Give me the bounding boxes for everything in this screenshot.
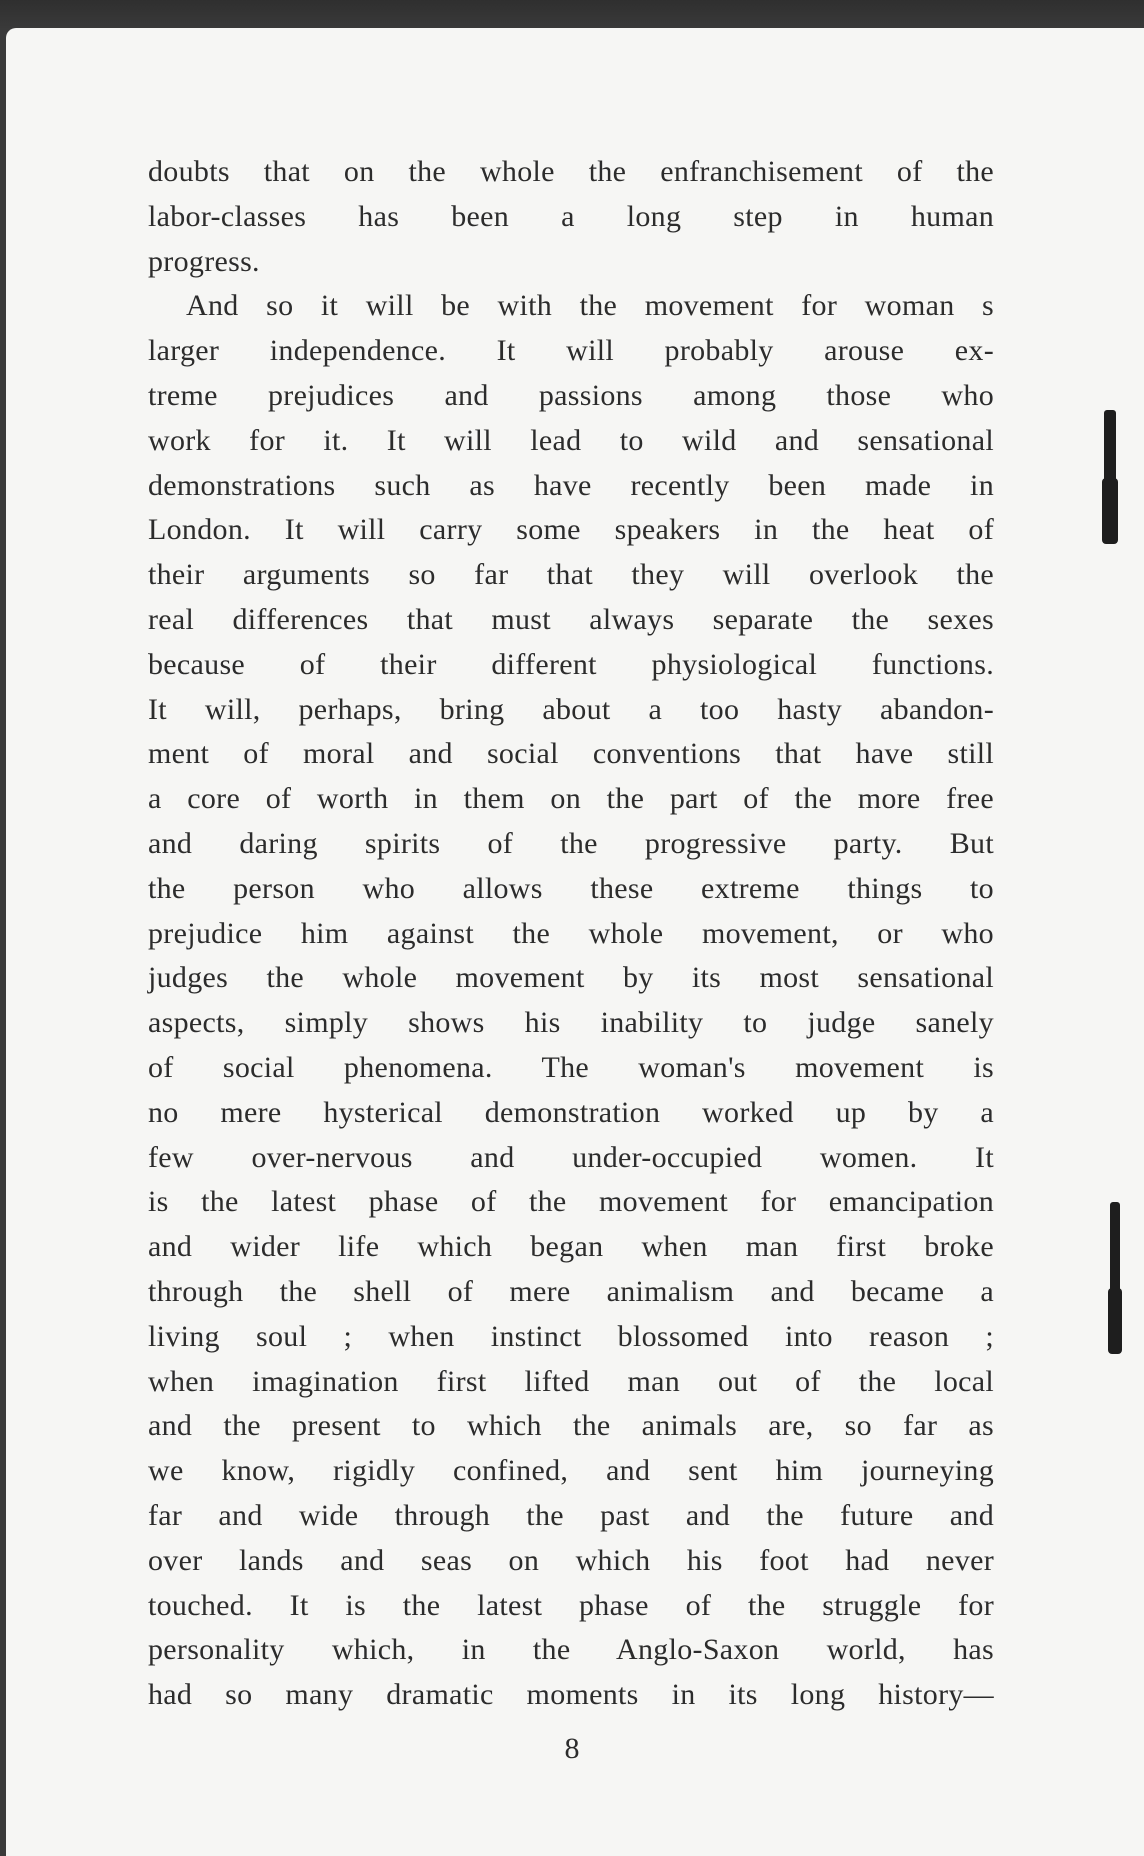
text-line: ment of moral and social conventions that have still: [148, 737, 994, 771]
text-line: larger independence. It will probably arouse ex-: [148, 334, 994, 368]
page-number: 8: [564, 1732, 580, 1765]
text-line: of social phenomena. The woman's movement is: [148, 1050, 994, 1084]
text-line: touched. It is the latest phase of the struggle for: [148, 1588, 994, 1622]
text-line: the person who allows these extreme things to: [148, 871, 994, 905]
text-line: few over-nervous and under-occupied women. It: [148, 1140, 994, 1174]
text-line: labor-classes has been a long step in human: [148, 199, 994, 233]
text-line: aspects, simply shows his inability to judge sanely: [148, 1006, 994, 1040]
text-line: progress.: [148, 244, 260, 278]
binding-staple-mark: [1102, 478, 1118, 544]
text-line: living soul ; when instinct blossomed into reason ;: [148, 1319, 994, 1353]
text-line: judges the whole movement by its most sensational: [148, 961, 994, 995]
paragraph-start-line: And so it will be with the movement for woman s: [186, 289, 994, 323]
text-line: real differences that must always separate the sexes: [148, 602, 994, 636]
text-line: had so many dramatic moments in its long history—: [148, 1678, 994, 1712]
text-line: when imagination first lifted man out of the local: [148, 1364, 994, 1398]
binding-staple-mark: [1108, 1288, 1122, 1354]
text-line: London. It will carry some speakers in the heat of: [148, 513, 994, 547]
text-line: work for it. It will lead to wild and sensational: [148, 423, 994, 457]
text-line: treme prejudices and passions among those who: [148, 378, 994, 412]
text-line: no mere hysterical demonstration worked up by a: [148, 1095, 994, 1129]
text-line: doubts that on the whole the enfranchisement of the: [148, 155, 994, 188]
text-line: because of their different physiological functions.: [148, 647, 994, 681]
text-line: and wider life which began when man first broke: [148, 1230, 994, 1264]
text-line: and the present to which the animals are, so far as: [148, 1409, 994, 1443]
binding-staple-mark: [1110, 1202, 1120, 1298]
text-line: a core of worth in them on the part of the more free: [148, 782, 994, 816]
text-line: It will, perhaps, bring about a too hasty abandon-: [148, 692, 994, 726]
text-line: we know, rigidly confined, and sent him journeying: [148, 1454, 994, 1488]
text-line: is the latest phase of the movement for emancipation: [148, 1185, 994, 1219]
body-text: [148, 150, 994, 1718]
text-line: and daring spirits of the progressive party. But: [148, 826, 994, 860]
text-line: far and wide through the past and the future and: [148, 1498, 994, 1532]
text-line: through the shell of mere animalism and became a: [148, 1274, 994, 1308]
text-line: demonstrations such as have recently been made in: [148, 468, 994, 502]
text-line: personality which, in the Anglo-Saxon world, has: [148, 1633, 994, 1667]
text-line: their arguments so far that they will overlook the: [148, 558, 994, 592]
text-line: prejudice him against the whole movement, or who: [148, 916, 994, 950]
text-line: over lands and seas on which his foot had never: [148, 1543, 994, 1577]
